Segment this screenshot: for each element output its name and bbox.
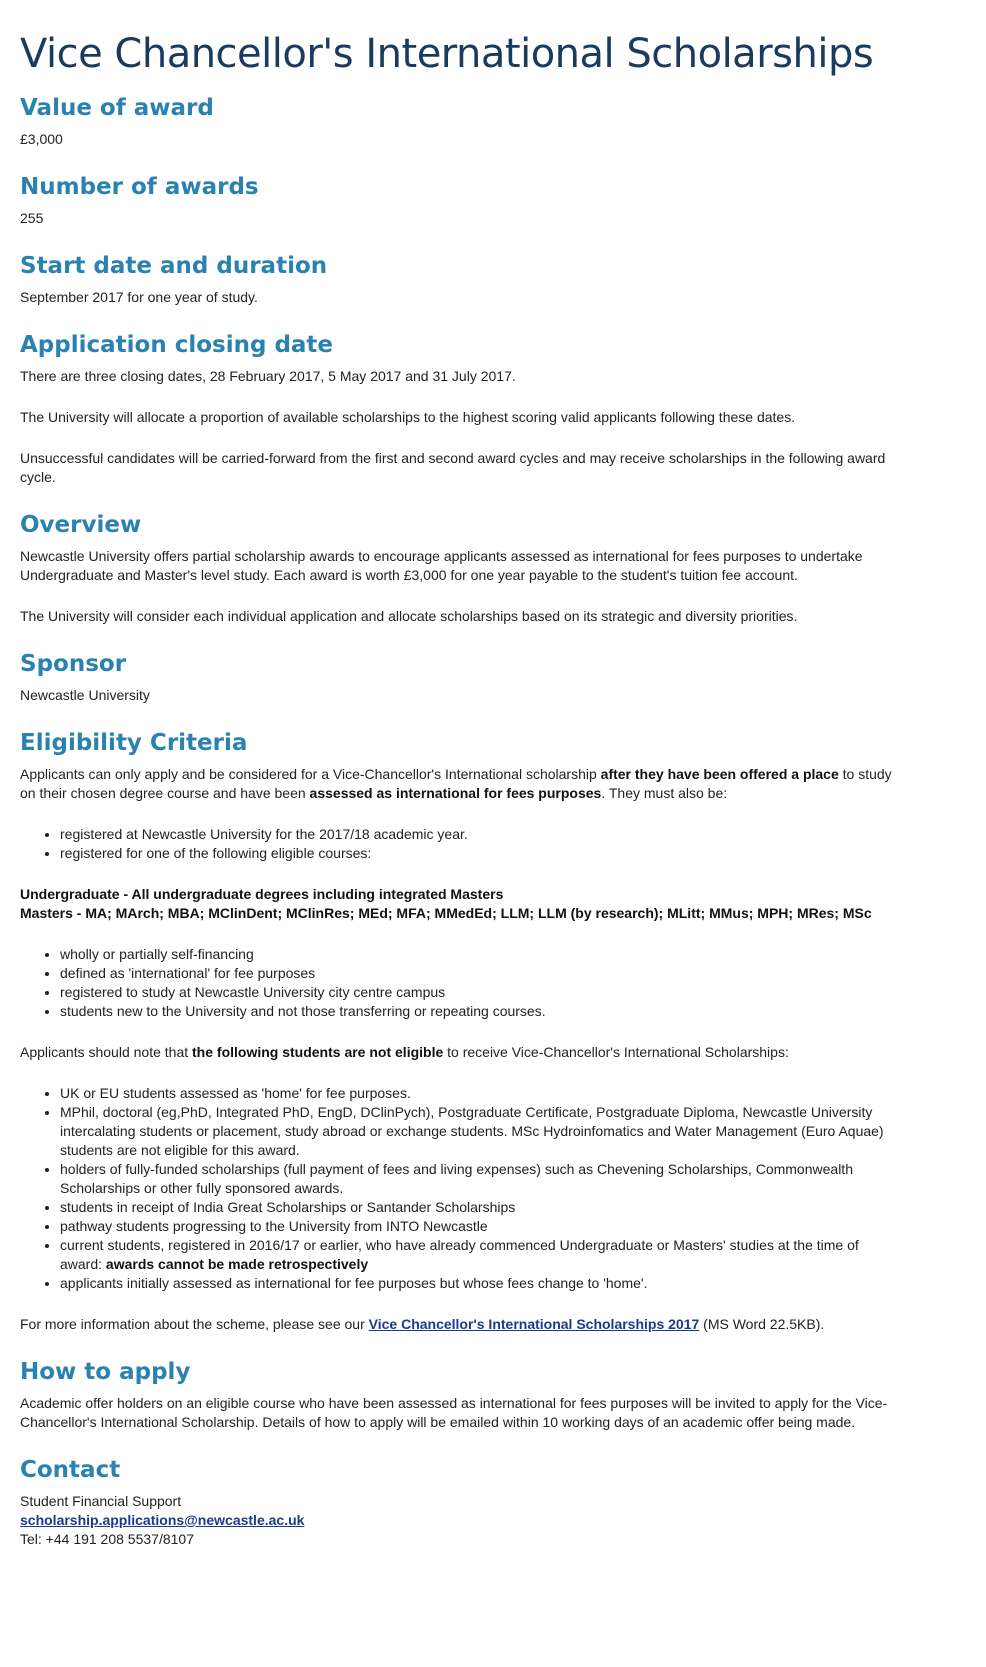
page-title: Vice Chancellor's International Scholarships bbox=[20, 31, 874, 77]
list-item: • defined as 'international' for fee purposes bbox=[60, 964, 900, 983]
closing-heading: Application closing date bbox=[20, 332, 334, 358]
list-item: • registered for one of the following eligible courses: bbox=[60, 844, 900, 863]
value-text: £3,000 bbox=[20, 131, 63, 147]
current-students-text: current students, registered in 2016/17 or earlier, who have already commenced Undergraduate or Masters' studies at the time of award: bbox=[60, 1237, 859, 1272]
undergraduate-line: Undergraduate - All undergraduate degrees including integrated Masters bbox=[20, 886, 504, 902]
contact-heading: Contact bbox=[20, 1457, 121, 1483]
list-item: • registered at Newcastle University for the 2017/18 academic year. bbox=[60, 825, 900, 844]
note-text-a: Applicants should note that bbox=[20, 1044, 193, 1060]
list-item: • holders of fully-funded scholarships (full payment of fees and living expenses) such as Chevening Scholarships, Commonwealth Scholarships or other fully sponsored awards. bbox=[60, 1160, 900, 1198]
not-eligible-note bbox=[20, 1043, 900, 1062]
scholarship-page bbox=[20, 0, 900, 1549]
list-item: • applicants initially assessed as international for fee purposes but whose fees change to 'home'. bbox=[60, 1274, 900, 1293]
contact-tel: Tel: +44 191 208 5537/8107 bbox=[20, 1531, 194, 1547]
value-heading: Value of award bbox=[20, 95, 214, 121]
closing-para-2: The University will allocate a proportion of available scholarships to the highest scoring valid applicants following these dates. bbox=[20, 409, 796, 425]
undergraduate-courses bbox=[20, 885, 900, 904]
overview-heading: Overview bbox=[20, 512, 142, 538]
more-info-text-a: For more information about the scheme, please see our bbox=[20, 1316, 369, 1332]
note-bold: the following students are not eligible bbox=[192, 1044, 444, 1060]
eligibility-list-2 bbox=[20, 945, 900, 1021]
more-info-text-b: (MS Word 22.5KB). bbox=[699, 1316, 825, 1332]
eligibility-intro-text-b: to study on their chosen degree course and have been bbox=[20, 766, 892, 801]
list-item: • UK or EU students assessed as 'home' for fee purposes. bbox=[60, 1084, 900, 1103]
closing-para-1: There are three closing dates, 28 February 2017, 5 May 2017 and 31 July 2017. bbox=[20, 368, 516, 384]
eligibility-intro-bold-b: assessed as international for fees purposes bbox=[309, 785, 602, 801]
eligibility-intro-text-c: . They must also be: bbox=[601, 785, 728, 801]
list-item: • pathway students progressing to the University from INTO Newcastle bbox=[60, 1217, 900, 1236]
not-eligible-list bbox=[20, 1084, 900, 1293]
start-heading: Start date and duration bbox=[20, 253, 328, 279]
start-text: September 2017 for one year of study. bbox=[20, 289, 258, 305]
retrospective-bold: awards cannot be made retrospectively bbox=[105, 1256, 369, 1272]
contact-email-line bbox=[20, 1511, 900, 1530]
sponsor-heading: Sponsor bbox=[20, 651, 127, 677]
list-item: • registered to study at Newcastle University city centre campus bbox=[60, 983, 900, 1002]
apply-heading: How to apply bbox=[20, 1359, 191, 1385]
list-item: • students new to the University and not those transferring or repeating courses. bbox=[60, 1002, 900, 1021]
contact-name: Student Financial Support bbox=[20, 1493, 182, 1509]
contact-email-link[interactable]: scholarship.applications@newcastle.ac.uk bbox=[20, 1512, 305, 1528]
more-info bbox=[20, 1315, 900, 1334]
eligibility-heading: Eligibility Criteria bbox=[20, 730, 248, 756]
closing-para-3: Unsuccessful candidates will be carried-forward from the first and second award cycles and may receive scholarships in the following award cycle. bbox=[20, 450, 886, 485]
eligibility-list-1 bbox=[20, 825, 900, 863]
overview-para-1: Newcastle University offers partial scholarship awards to encourage applicants assessed as international for fees purposes to undertake Undergraduate and Master's level study. Each award is worth £3,000 for one year payable to the student's tuition fee account. bbox=[20, 548, 863, 583]
list-item: • wholly or partially self-financing bbox=[60, 945, 900, 964]
sponsor-text: Newcastle University bbox=[20, 687, 150, 703]
number-text: 255 bbox=[20, 210, 44, 226]
eligibility-intro-text-a: Applicants can only apply and be considered for a Vice-Chancellor's International scholarship bbox=[20, 766, 601, 782]
scheme-document-link[interactable]: Vice Chancellor's International Scholarships 2017 bbox=[368, 1316, 700, 1332]
masters-courses bbox=[20, 904, 900, 923]
overview-para-2: The University will consider each individual application and allocate scholarships based on its strategic and diversity priorities. bbox=[20, 608, 798, 624]
list-item: • MPhil, doctoral (eg,PhD, Integrated PhD, EngD, DClinPych), Postgraduate Certificate, Postgraduate Diploma, Newcastle University intercalating students or placement, study abroad or exchange students. MSc Hydroinfomatics and Water Management (Euro Aquae) students are not eligible for this award. bbox=[60, 1103, 900, 1160]
number-heading: Number of awards bbox=[20, 174, 259, 200]
list-item: • students in receipt of India Great Scholarships or Santander Scholarships bbox=[60, 1198, 900, 1217]
apply-text: Academic offer holders on an eligible course who have been assessed as international for fees purposes will be invited to apply for the Vice-Chancellor's International Scholarship. Details of how to apply will be emailed within 10 working days of an academic offer being made. bbox=[20, 1395, 888, 1430]
eligibility-intro bbox=[20, 765, 900, 803]
list-item bbox=[60, 1236, 900, 1274]
note-text-b: to receive Vice-Chancellor's International Scholarships: bbox=[443, 1044, 789, 1060]
eligibility-intro-bold-a: after they have been offered a place bbox=[600, 766, 839, 782]
masters-line: Masters - MA; MArch; MBA; MClinDent; MClinRes; MEd; MFA; MMedEd; LLM; LLM (by research); MLitt; MMus; MPH; MRes; MSc bbox=[20, 905, 872, 921]
